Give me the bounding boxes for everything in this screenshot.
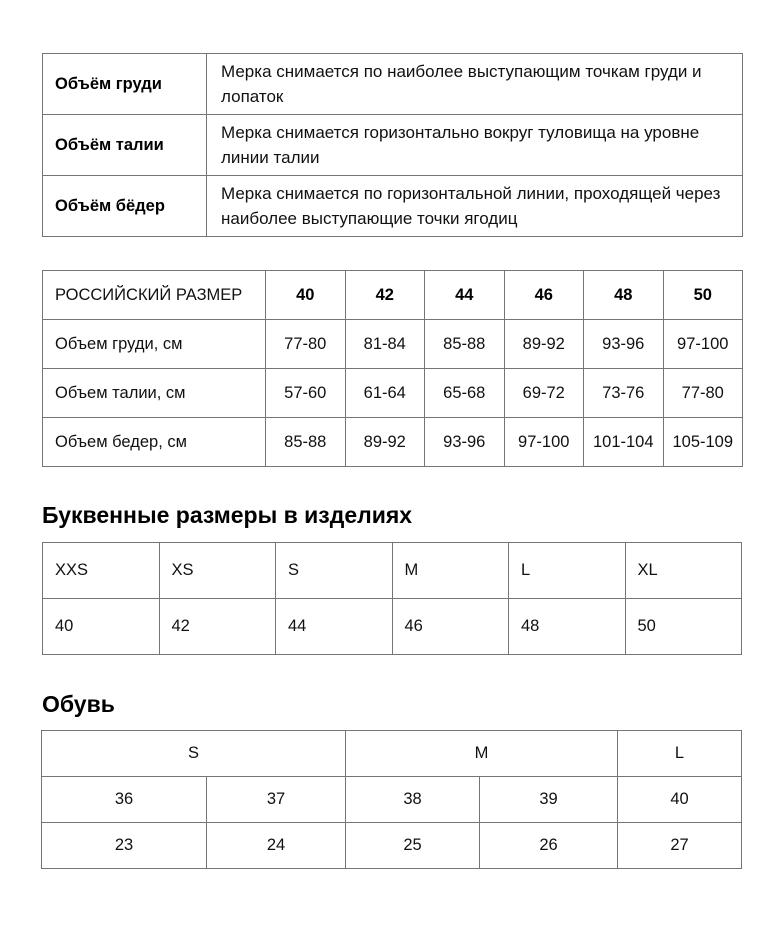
shoe-cm-size-cell: 23	[42, 823, 207, 869]
description-line: Мерка снимается по наиболее выступающим точкам груди и	[221, 62, 702, 81]
letter-size-cell: L	[509, 543, 626, 599]
description-line: Мерка снимается горизонтально вокруг туловища на уровне	[221, 123, 700, 142]
numeric-size-cell: 44	[276, 599, 393, 655]
value-cell: 85-88	[425, 320, 505, 369]
size-column-header: 50	[663, 271, 743, 320]
table-row	[43, 54, 743, 115]
letter-sizes-table	[42, 542, 742, 655]
description-line: линии талии	[221, 148, 320, 167]
value-cell: 97-100	[504, 418, 584, 467]
value-cell: 69-72	[504, 369, 584, 418]
value-cell: 101-104	[584, 418, 664, 467]
table-row	[43, 115, 743, 176]
shoe-size-group-header: S	[42, 731, 346, 777]
numeric-size-cell: 50	[625, 599, 742, 655]
shoe-cm-size-cell: 24	[207, 823, 346, 869]
letter-size-cell: XS	[159, 543, 276, 599]
size-column-header: 48	[584, 271, 664, 320]
description-line: наиболее выступающие точки ягодиц	[221, 209, 518, 228]
letter-sizes-heading: Буквенные размеры в изделиях	[42, 502, 413, 528]
description-line: Мерка снимается по горизонтальной линии, проходящей через	[221, 184, 721, 203]
size-column-header: 40	[266, 271, 346, 320]
letter-size-cell: XXS	[43, 543, 160, 599]
numeric-size-cell: 48	[509, 599, 626, 655]
value-cell: 89-92	[504, 320, 584, 369]
measurement-definitions-table	[42, 53, 743, 237]
table-header-row	[42, 731, 742, 777]
shoe-eu-size-cell: 38	[346, 777, 480, 823]
value-cell: 77-80	[266, 320, 346, 369]
measurement-description	[207, 54, 743, 115]
shoe-cm-size-cell: 25	[346, 823, 480, 869]
numeric-size-cell: 42	[159, 599, 276, 655]
value-cell: 97-100	[663, 320, 743, 369]
value-cell: 93-96	[425, 418, 505, 467]
shoes-table	[41, 730, 742, 869]
size-column-header: 46	[504, 271, 584, 320]
shoe-eu-size-cell: 40	[618, 777, 742, 823]
measurement-label: Объём груди	[43, 54, 207, 115]
value-cell: 105-109	[663, 418, 743, 467]
letter-size-cell: XL	[625, 543, 742, 599]
size-column-header: 42	[345, 271, 425, 320]
size-column-header: 44	[425, 271, 505, 320]
shoe-size-group-header: L	[618, 731, 742, 777]
table-row	[42, 823, 742, 869]
row-label: Объем талии, см	[43, 369, 266, 418]
shoes-heading: Обувь	[42, 691, 115, 717]
table-row	[43, 320, 743, 369]
shoe-eu-size-cell: 37	[207, 777, 346, 823]
shoe-cm-size-cell: 26	[480, 823, 618, 869]
table-row	[43, 599, 742, 655]
value-cell: 85-88	[266, 418, 346, 467]
row-label: Объем бедер, см	[43, 418, 266, 467]
russian-size-table	[42, 270, 743, 467]
table-row	[43, 369, 743, 418]
table-row	[43, 418, 743, 467]
shoe-cm-size-cell: 27	[618, 823, 742, 869]
value-cell: 61-64	[345, 369, 425, 418]
value-cell: 93-96	[584, 320, 664, 369]
measurement-label: Объём бёдер	[43, 176, 207, 237]
table-row	[43, 176, 743, 237]
letter-size-cell: M	[392, 543, 509, 599]
shoe-eu-size-cell: 39	[480, 777, 618, 823]
value-cell: 73-76	[584, 369, 664, 418]
description-line: лопаток	[221, 87, 284, 106]
shoe-size-group-header: M	[346, 731, 618, 777]
numeric-size-cell: 40	[43, 599, 160, 655]
value-cell: 65-68	[425, 369, 505, 418]
measurement-description	[207, 115, 743, 176]
measurement-description	[207, 176, 743, 237]
value-cell: 77-80	[663, 369, 743, 418]
value-cell: 81-84	[345, 320, 425, 369]
letter-size-cell: S	[276, 543, 393, 599]
table-row	[42, 777, 742, 823]
table-header-row	[43, 543, 742, 599]
row-label: Объем груди, см	[43, 320, 266, 369]
shoe-eu-size-cell: 36	[42, 777, 207, 823]
value-cell: 57-60	[266, 369, 346, 418]
table-header-row	[43, 271, 743, 320]
numeric-size-cell: 46	[392, 599, 509, 655]
value-cell: 89-92	[345, 418, 425, 467]
measurement-label: Объём талии	[43, 115, 207, 176]
russian-size-header-label: РОССИЙСКИЙ РАЗМЕР	[43, 271, 266, 320]
